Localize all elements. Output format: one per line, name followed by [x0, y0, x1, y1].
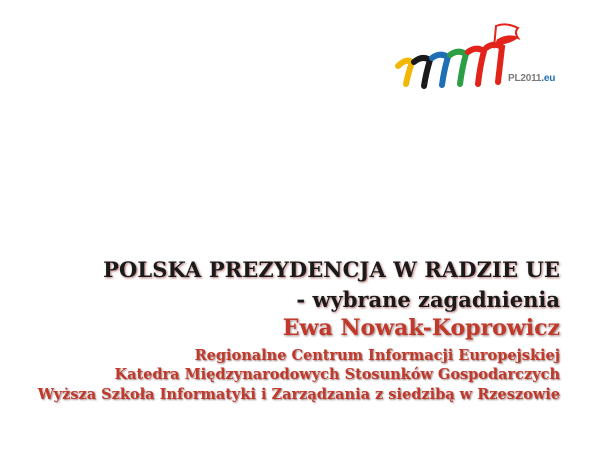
logo-stroke-yellow: [398, 61, 412, 84]
presentation-subtitle: - wybrane zagadnienia: [296, 287, 560, 313]
presentation-title: POLSKA PREZYDENCJA W RADZIE UE: [103, 257, 560, 282]
logo-stroke-red-1: [468, 49, 484, 84]
affiliation-line: Wyższa Szkoła Informatyki i Zarządzania z siedzibą w Rzeszowie: [37, 385, 560, 403]
presidency-logo-graphic: [390, 18, 560, 96]
affiliation-line: Regionalne Centrum Informacji Europejskiej: [194, 346, 560, 364]
logo-stroke-green: [450, 52, 466, 84]
author-name: Ewa Nowak-Koprowicz: [282, 315, 560, 342]
pl2011-logo: [390, 18, 560, 96]
logo-text: PL2011.eu: [508, 73, 556, 84]
affiliation-line: Katedra Międzynarodowych Stosunków Gospodarczych: [114, 366, 560, 384]
logo-stroke-black: [414, 58, 430, 86]
title-block: [20, 258, 560, 404]
logo-stroke-blue: [432, 55, 448, 85]
logo-stroke-red-2: [486, 45, 502, 82]
